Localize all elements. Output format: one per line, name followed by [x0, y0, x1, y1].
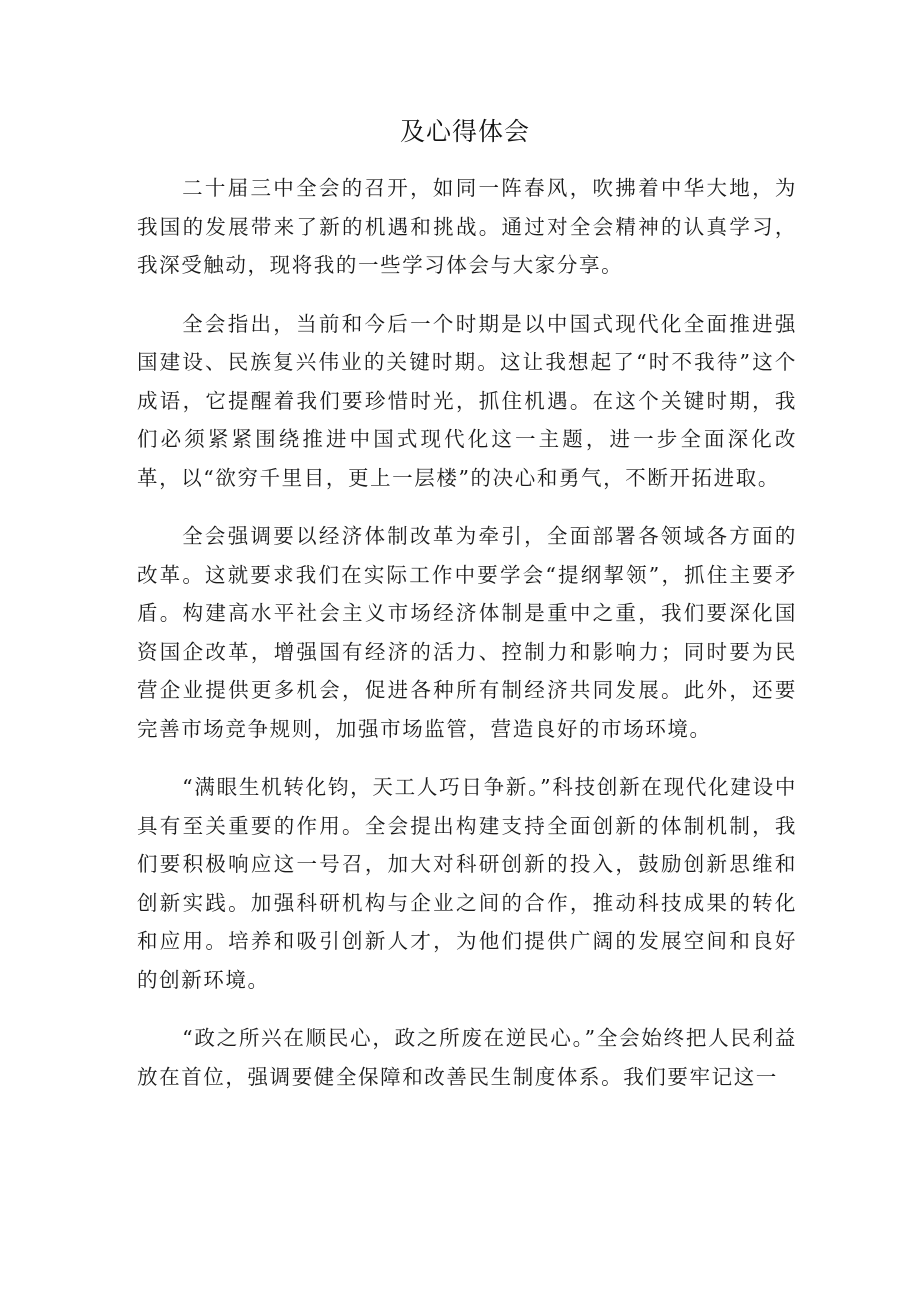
paragraph-5: “政之所兴在顺民心，政之所废在逆民心。”全会始终把人民利益放在首位，强调要健全保障和改善民生制度体系。我们要牢记这一	[137, 1026, 797, 1089]
document-title: 及心得体会	[399, 117, 530, 146]
paragraph-4: “满眼生机转化钧，天工人巧日争新。”科技创新在现代化建设中具有至关重要的作用。全会提出构建支持全面创新的体制机制，我们要积极响应这一号召，加大对科研创新的投入，鼓励创新思维和创新实践。加强科研机构与企业之间的合作，推动科技成果的转化和应用。培养和吸引创新人才，为他们提供广阔的发展空间和良好的创新环境。	[137, 775, 797, 992]
paragraph-3: 全会强调要以经济体制改革为牵引，全面部署各领域各方面的改革。这就要求我们在实际工作中要学会“提纲挈领”，抓住主要矛盾。构建高水平社会主义市场经济体制是重中之重，我们要深化国资国企改革，增强国有经济的活力、控制力和影响力；同时要为民营企业提供更多机会，促进各种所有制经济共同发展。此外，还要完善市场竞争规则，加强市场监管，营造良好的市场环境。	[137, 524, 797, 741]
document-body	[137, 169, 797, 1116]
paragraph-2: 全会指出，当前和今后一个时期是以中国式现代化全面推进强国建设、民族复兴伟业的关键时期。这让我想起了“时不我待”这个成语，它提醒着我们要珍惜时光，抓住机遇。在这个关键时期，我们必须紧紧围绕推进中国式现代化这一主题，进一步全面深化改革，以“欲穷千里目，更上一层楼”的决心和勇气，不断开拓进取。	[137, 311, 797, 490]
paragraph-1: 二十届三中全会的召开，如同一阵春风，吹拂着中华大地，为我国的发展带来了新的机遇和挑战。通过对全会精神的认真学习，我深受触动，现将我的一些学习体会与大家分享。	[137, 176, 797, 277]
